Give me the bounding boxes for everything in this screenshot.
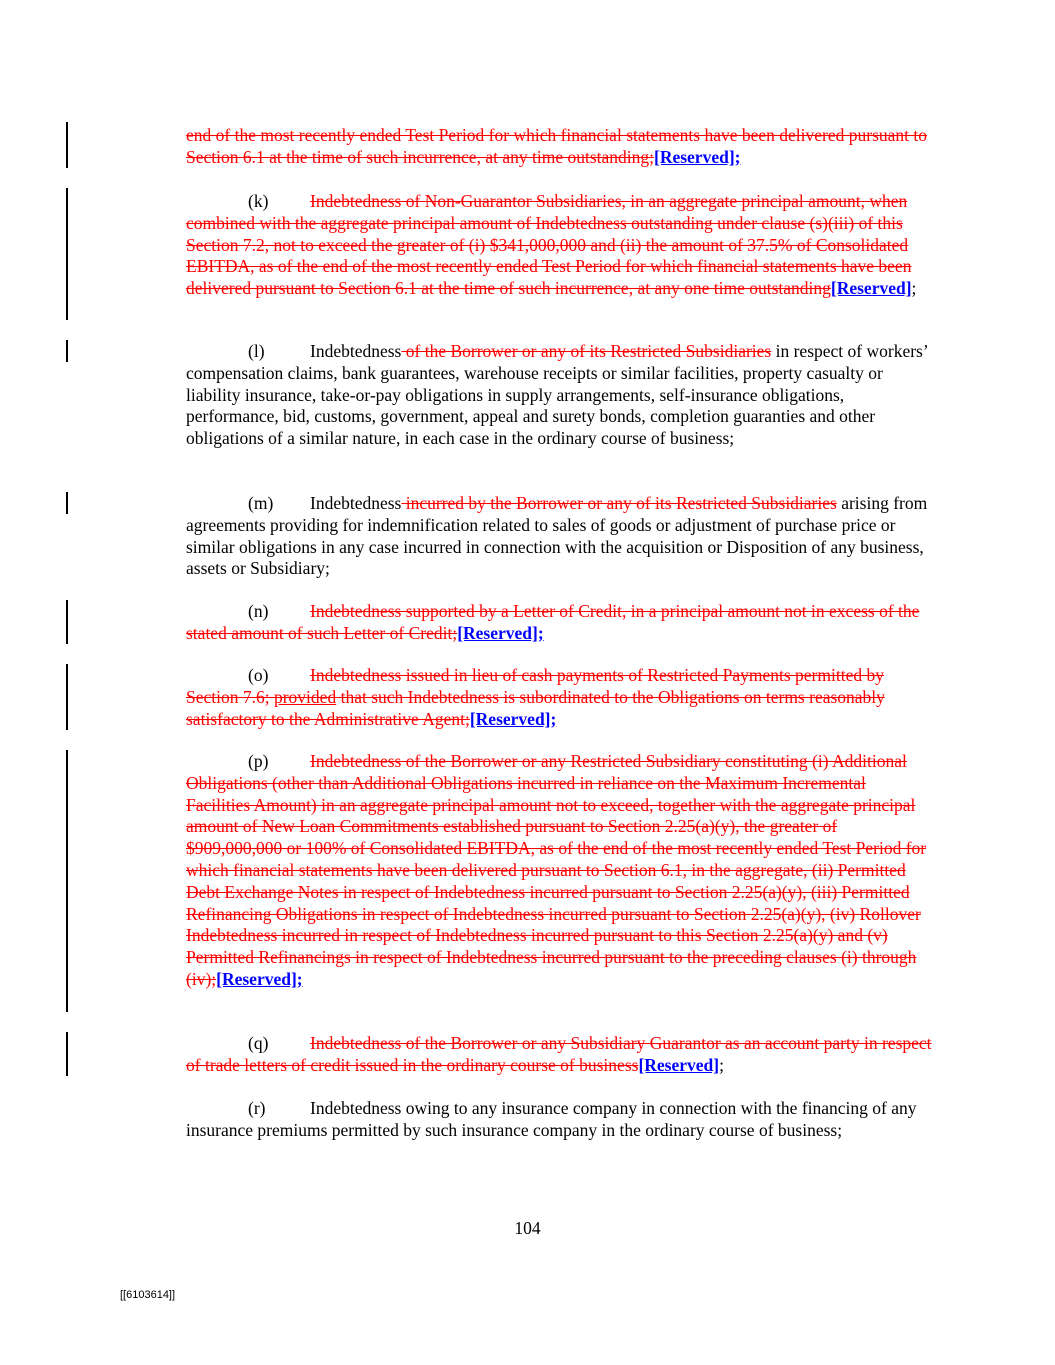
clause-label: (p) xyxy=(248,751,269,771)
paragraph-o xyxy=(186,665,932,730)
change-bar xyxy=(66,122,68,168)
paragraph-q xyxy=(186,1033,932,1077)
paragraph-l xyxy=(186,341,932,450)
deleted-text: of the Borrower or any of its Restricted Subsidiaries xyxy=(401,341,772,361)
body-text: arising from agreements providing for indemnification related to sales of goods or adjustment of purchase price or similar obligations in any case incurred in connection with the acquisition or Disposition of any business, assets or Subsidiary; xyxy=(186,493,928,579)
change-bar xyxy=(66,492,68,514)
body-text: Indebtedness xyxy=(310,493,402,513)
change-bar xyxy=(66,340,68,362)
deleted-text: end of the most recently ended Test Period for which financial statements have been delivered pursuant to Section 6.1 at the time of such incurrence, at any time outstanding; xyxy=(186,125,927,167)
deleted-text-underlined: provided xyxy=(273,686,337,707)
paragraph-k xyxy=(186,191,932,300)
clause-label: (l) xyxy=(248,341,265,361)
inserted-text: [Reserved]; xyxy=(469,708,557,729)
change-bar xyxy=(66,1032,68,1076)
paragraph-n xyxy=(186,601,932,645)
clause-label: (k) xyxy=(248,191,269,211)
inserted-text: [Reserved]; xyxy=(457,622,544,643)
page-number: 104 xyxy=(514,1218,541,1238)
paragraph-m xyxy=(186,493,932,580)
document-id: [[6103614]] xyxy=(120,1289,176,1301)
body-text: in respect of workers’ compensation claims, bank guarantees, warehouse receipts or similar facilities, property casualty or liability insurance, take-or-pay obligations in supply arrangements, self-insurance obligations, performance, bid, customs, government, appeal and surety bonds, completion guaranties and other obligations of a similar nature, in each case in the ordinary course of business; xyxy=(186,341,928,449)
change-bar xyxy=(66,188,68,320)
inserted-text: [Reserved]; xyxy=(216,968,303,989)
body-text: Indebtedness xyxy=(310,341,402,361)
body-text: Indebtedness owing to any insurance company in connection with the financing of any insurance premiums permitted by such insurance company in the ordinary course of business; xyxy=(186,1098,917,1140)
deleted-text: Indebtedness of the Borrower or any Restricted Subsidiary constituting (i) Additional Obligations (other than Additional Obligations incurred in reliance on the Maximum Incremental Facilities Amount) in an aggregate principal amount not to exceed, together with the aggregate principal amount of New Loan Commitments established pursuant to Section 2.25(a)(y), the greater of $909,000,000 or 100% of Consolidated EBITDA, as of the end of the most recently ended Test Period for which financial statements have been delivered pursuant to Section 6.1, in the aggregate, (ii) Permitted Debt Exchange Notes in respect of Indebtedness incurred pursuant to Section 2.25(a)(y), (iii) Permitted Refinancing Obligations in respect of Indebtedness incurred pursuant to Section 2.25(a)(y), (iv) Rollover Indebtedness incurred in respect of Indebtedness incurred pursuant to this Section 2.25(a)(y) and (v) Permitted Refinancings in respect of Indebtedness incurred pursuant to the preceding clauses (i) through (iv); xyxy=(186,751,927,989)
clause-label: (n) xyxy=(248,601,269,621)
inserted-text: [Reserved]; xyxy=(654,146,741,167)
deleted-text: Indebtedness of the Borrower or any Subsidiary Guarantor as an account party in respect of trade letters of credit issued in the ordinary course of business xyxy=(186,1033,932,1075)
deleted-text: Indebtedness issued in lieu of cash payments of Restricted Payments permitted by Section 7.6; xyxy=(186,665,884,707)
paragraph-r xyxy=(186,1098,932,1142)
punctuation: ; xyxy=(719,1054,724,1075)
inserted-text: [Reserved] xyxy=(830,278,912,299)
inserted-text: [Reserved] xyxy=(638,1054,720,1075)
change-bar xyxy=(66,600,68,644)
punctuation: ; xyxy=(911,278,917,299)
deleted-text: Indebtedness supported by a Letter of Credit, in a principal amount not in excess of the stated amount of such Letter of Credit; xyxy=(186,601,920,643)
paragraph-j-continuation xyxy=(186,125,932,169)
deleted-text: Indebtedness of Non-Guarantor Subsidiaries, in an aggregate principal amount, when combined with the aggregate principal amount of Indebtedness outstanding under clause (s)(iii) of this Section 7.2, not to exceed the greater of (i) $341,000,000 and (ii) the amount of 37.5% of Consolidated EBITDA, as of the end of the most recently ended Test Period for which financial statements have been delivered pursuant to Section 6.1 at the time of such incurrence, at any one time outstanding xyxy=(186,191,912,299)
paragraph-p xyxy=(186,751,932,991)
change-bar xyxy=(66,664,68,730)
clause-label: (m) xyxy=(248,493,274,513)
clause-label: (o) xyxy=(248,665,269,685)
clause-label: (q) xyxy=(248,1033,269,1053)
deleted-text: incurred by the Borrower or any of its Restricted Subsidiaries xyxy=(401,493,837,513)
change-bar xyxy=(66,750,68,1012)
clause-label: (r) xyxy=(248,1098,266,1118)
deleted-text: that such Indebtedness is subordinated to the Obligations on terms reasonably satisfactory to the Administrative Agent; xyxy=(186,686,885,729)
